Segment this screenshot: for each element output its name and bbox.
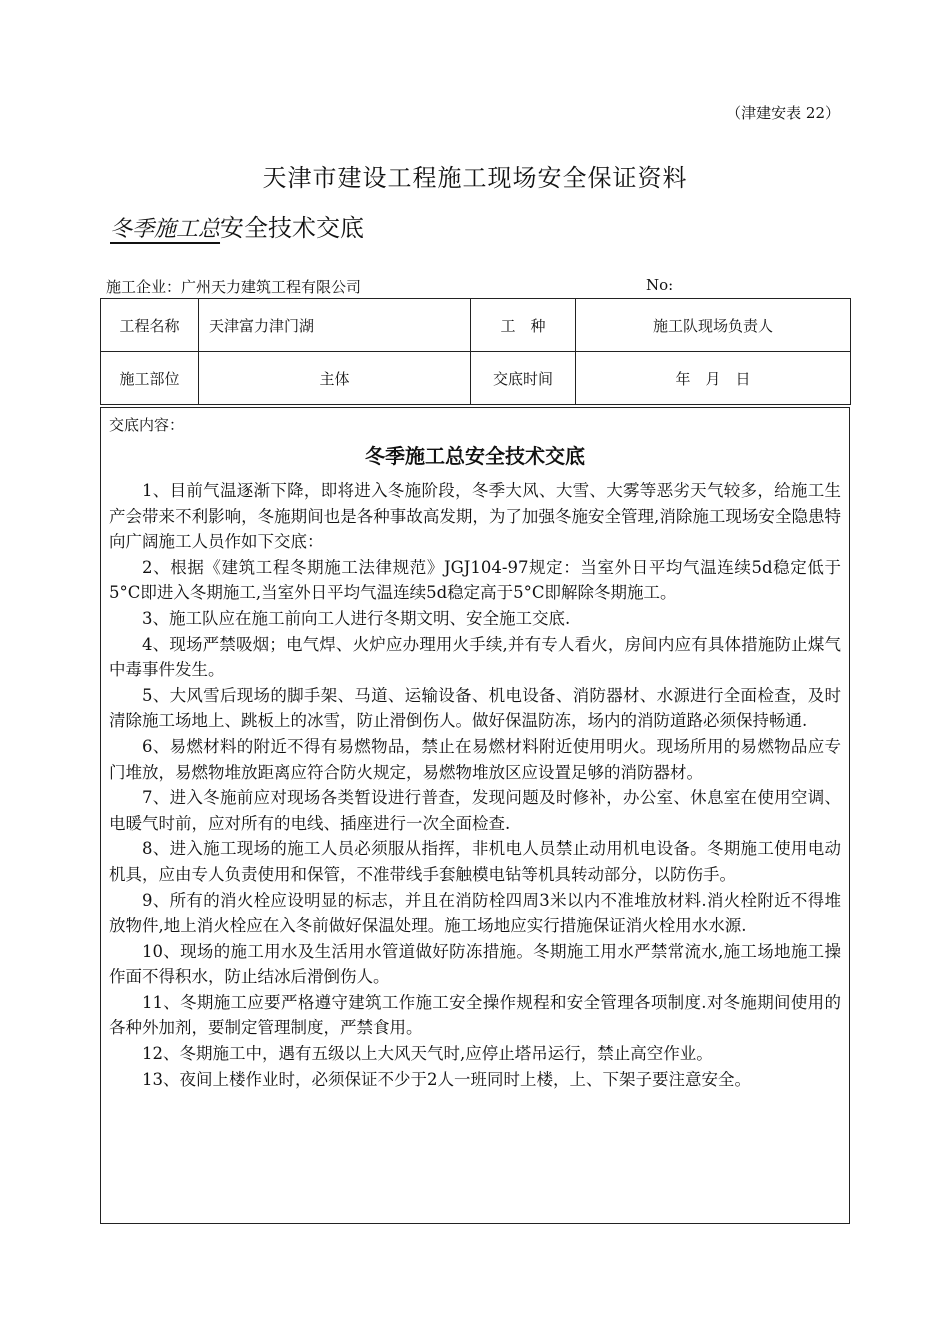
paragraph-6: 6、易燃材料的附近不得有易燃物品，禁止在易燃材料附近使用明火。现场所用的易燃物品应专门堆放，易燃物堆放距离应符合防火规定，易燃物堆放区应设置足够的消防器材。	[109, 736, 841, 782]
paragraph-11: 11、冬期施工应要严格遵守建筑工作施工安全操作规程和安全管理各项制度.对冬施期间使用的各种外加剂，要制定管理制度，严禁食用。	[109, 992, 841, 1038]
content-label: 交底内容：	[109, 416, 185, 434]
table-row	[101, 352, 851, 405]
briefing-time-label: 交底时间	[471, 352, 576, 405]
form-code: （津建安表 22）	[726, 104, 840, 122]
construction-part-value: 主体	[199, 352, 471, 405]
paragraph-12: 12、冬期施工中，遇有五级以上大风天气时,应停止塔吊运行，禁止高空作业。	[142, 1044, 713, 1064]
paragraph-7: 7、进入冬施前应对现场各类暂设进行普查，发现问题及时修补，办公室、休息室在使用空调、电暖气时前，应对所有的电线、插座进行一次全面检查.	[109, 788, 841, 833]
briefing-time-value: 年 月 日	[576, 352, 851, 405]
paragraph-8: 8、进入施工现场的施工人员必须服从指挥，非机电人员禁止动用机电设备。冬期施工使用电动机具，应由专人负责使用和保管，不准带线手套触模电钻等机具转动部分，以防伤手。	[109, 839, 841, 884]
project-name-value: 天津富力津门湖	[199, 299, 471, 352]
paragraph-3: 3、施工队应在施工前向工人进行冬期文明、安全施工交底.	[142, 608, 571, 628]
paragraph-13: 13、夜间上楼作业时，必须保证不少于2人一班同时上楼，上、下架子要注意安全。	[142, 1069, 751, 1089]
info-table	[100, 298, 851, 405]
construction-part-label: 施工部位	[101, 352, 199, 405]
document-number: No:	[646, 276, 674, 294]
sub-title-printed: 安全技术交底	[220, 214, 365, 242]
content-heading: 冬季施工总安全技术交底	[365, 444, 585, 468]
paragraph-9: 9、所有的消火栓应设明显的标志，并且在消防栓四周3米以内不准堆放材料.消火栓附近不得堆放物件,地上消火栓应在入冬前做好保温处理。施工场地应实行措施保证消火栓用水水源.	[109, 890, 841, 936]
trade-value: 施工队现场负责人	[576, 299, 851, 352]
trade-label: 工 种	[471, 299, 576, 352]
table-row	[101, 299, 851, 352]
handwritten-subject: 冬季施工总	[110, 217, 221, 242]
main-title: 天津市建设工程施工现场安全保证资料	[262, 164, 688, 192]
paragraph-2: 2、根据《建筑工程冬期施工法律规范》JGJ104-97规定：当室外日平均气温连续5d稳定低于5°C即进入冬期施工,当室外日平均气温连续5d稳定高于5°C即解除冬期施工。	[109, 557, 841, 603]
paragraph-5: 5、大风雪后现场的脚手架、马道、运输设备、机电设备、消防器材、水源进行全面检查，及时清除施工场地上、跳板上的冰雪，防止滑倒伤人。做好保温防冻，场内的消防道路必须保持畅通.	[109, 685, 841, 731]
paragraph-1: 1、目前气温逐渐下降，即将进入冬施阶段，冬季大风、大雪、大雾等恶劣天气较多，给施工生产会带来不利影响，冬施期间也是各种事故高发期，为了加强冬施安全管理,消除施工现场安全隐患特向广阔施工人员作如下交底：	[109, 481, 841, 552]
sub-title	[110, 208, 364, 243]
paragraph-10: 10、现场的施工用水及生活用水管道做好防冻措施。冬期施工用水严禁常流水,施工场地施工操作面不得积水，防止结冰后滑倒伤人。	[109, 941, 841, 987]
content-paragraphs	[109, 478, 841, 1092]
project-name-label: 工程名称	[101, 299, 199, 352]
company-line: 施工企业：广州天力建筑工程有限公司	[106, 278, 362, 296]
paragraph-4: 4、现场严禁吸烟；电气焊、火炉应办理用火手续,并有专人看火，房间内应有具体措施防止煤气中毒事件发生。	[109, 634, 841, 680]
content-box	[100, 407, 850, 1224]
